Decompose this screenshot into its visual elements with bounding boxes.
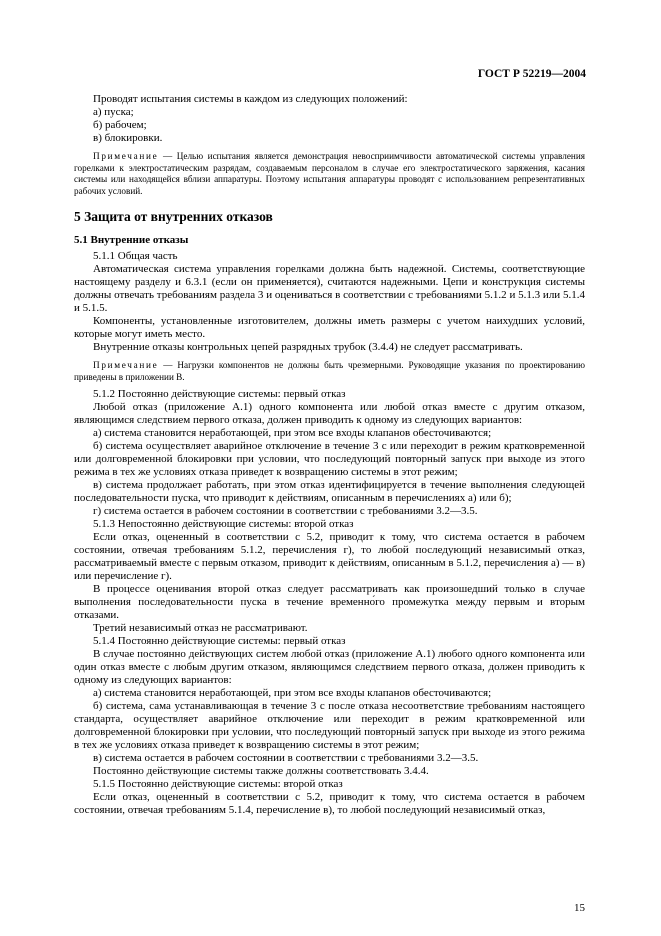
list-item: г) система остается в рабочем состоянии в соответствии с требованиями 3.2—3.5.	[93, 505, 478, 517]
note-text: — Нагрузки компонентов не должны быть чрезмерными. Руководящие указания по проектированию приведены в приложении В.	[74, 360, 585, 382]
paragraph: Если отказ, оцененный в соответствии с 5.2, приводит к тому, что система остается в рабочем состоянии, отвечая требованиям 5.1.2, перечисления г), то любой последующий независимый отказ, рассматриваемый вместе с первым отказом, приводит к действиям, описанным в 5.1.2, перечисления а) — в) или перечисление г).	[74, 531, 585, 582]
paragraph: Автоматическая система управления горелками должна быть надежной. Системы, соответствующие настоящему разделу и 6.3.1 (если он применяется), считаются надежными. Цепи и конструкция системы должны отвечать требованиям раздела 3 и оцениваться в соответствии с требованиями 5.1.2 и 5.1.3 или 5.1.4 и 5.1.5.	[74, 263, 585, 314]
document-id-header: ГОСТ Р 52219—2004	[477, 68, 586, 80]
clause-5-1-4-title: 5.1.4 Постоянно действующие системы: первый отказ	[93, 635, 346, 647]
note-label: Примечание	[93, 151, 159, 161]
paragraph: В случае постоянно действующих систем любой отказ (приложение А.1) любого одного компонента или один отказ вместе с любым другим отказом, являющимся следствием первого отказа, должен приводить к одному из следующих вариантов:	[74, 648, 585, 686]
paragraph: Третий независимый отказ не рассматривают.	[93, 622, 308, 634]
page-content	[74, 93, 585, 817]
paragraph: Компоненты, установленные изготовителем, должны иметь размеры с учетом наихудших условий, которые могут иметь место.	[74, 315, 585, 340]
note-1	[74, 151, 585, 197]
paragraph: В процессе оценивания второй отказ следует рассматривать как произошедший только в случае выполнения последовательности пуска в течение временно́го промежутка между первым и вторым отказами.	[74, 583, 585, 621]
clause-5-1-2-title: 5.1.2 Постоянно действующие системы: первый отказ	[93, 388, 346, 400]
list-item: а) система становится неработающей, при этом все входы клапанов обесточиваются;	[93, 427, 492, 439]
clause-5-1-5-title: 5.1.5 Постоянно действующие системы: второй отказ	[93, 778, 343, 790]
list-item: в) система продолжает работать, при этом отказ идентифицируется в течение выполнения следующей последовательности пуска, что приводит к действиям, описанным в перечислениях а) или б);	[74, 479, 585, 504]
page-number: 15	[574, 902, 585, 914]
intro-item: а) пуска;	[93, 106, 134, 118]
paragraph: Любой отказ (приложение А.1) одного компонента или любой отказ вместе с другим отказом, являющимся следствием первого отказа, должен приводить к одному из следующих вариантов:	[74, 401, 585, 426]
paragraph: Если отказ, оцененный в соответствии с 5.2, приводит к тому, что система остается в рабочем состоянии, отвечая требованиям 5.1.4, перечисление в), то любой последующий независимый отказ,	[74, 791, 585, 816]
list-item: б) система осуществляет аварийное отключение в течение 3 с или переходит в режим кратковременной или долговременной блокировки при условии, что последующий повторный запуск при выходе из этого режима в тех же условиях отказа приведет к возвращению системы в этот режим;	[74, 440, 585, 478]
clause-5-1-1-title: 5.1.1 Общая часть	[93, 250, 178, 262]
paragraph: Внутренние отказы контрольных цепей разрядных трубок (3.4.4) не следует рассматривать.	[93, 341, 523, 353]
section-5-1-heading: 5.1 Внутренние отказы	[74, 234, 189, 246]
intro-lead: Проводят испытания системы в каждом из следующих положений:	[93, 93, 408, 105]
note-2	[74, 360, 585, 383]
list-item: в) система остается в рабочем состоянии в соответствии с требованиями 3.2—3.5.	[93, 752, 479, 764]
note-label: Примечание	[93, 360, 159, 370]
list-item: б) система, сама устанавливающая в течение 3 с после отказа несоответствие требованиям настоящего стандарта, осуществляет аварийное отключение или переходит в режим кратковременной или долговременной блокировки при условии, что последующий повторный запуск при выходе из этого режима в тех же условиях отказа приведет к возвращению системы в этот режим;	[74, 700, 585, 751]
intro-item: б) рабочем;	[93, 119, 147, 131]
intro-item: в) блокировки.	[93, 132, 163, 144]
note-text: — Целью испытания является демонстрация невосприимчивости автоматической системы управления горелками к электростатическим разрядам, создаваемым персоналом в случае его электростатического заряжения, касания системы или находящейся вблизи аппаратуры. Поэтому испытания аппаратуры проводят с использованием репрезентативных рабочих условий.	[74, 151, 585, 196]
list-item: а) система становится неработающей, при этом все входы клапанов обесточиваются;	[93, 687, 492, 699]
section-5-heading: 5 Защита от внутренних отказов	[74, 209, 273, 224]
clause-5-1-3-title: 5.1.3 Непостоянно действующие системы: второй отказ	[93, 518, 354, 530]
paragraph: Постоянно действующие системы также должны соответствовать 3.4.4.	[93, 765, 429, 777]
